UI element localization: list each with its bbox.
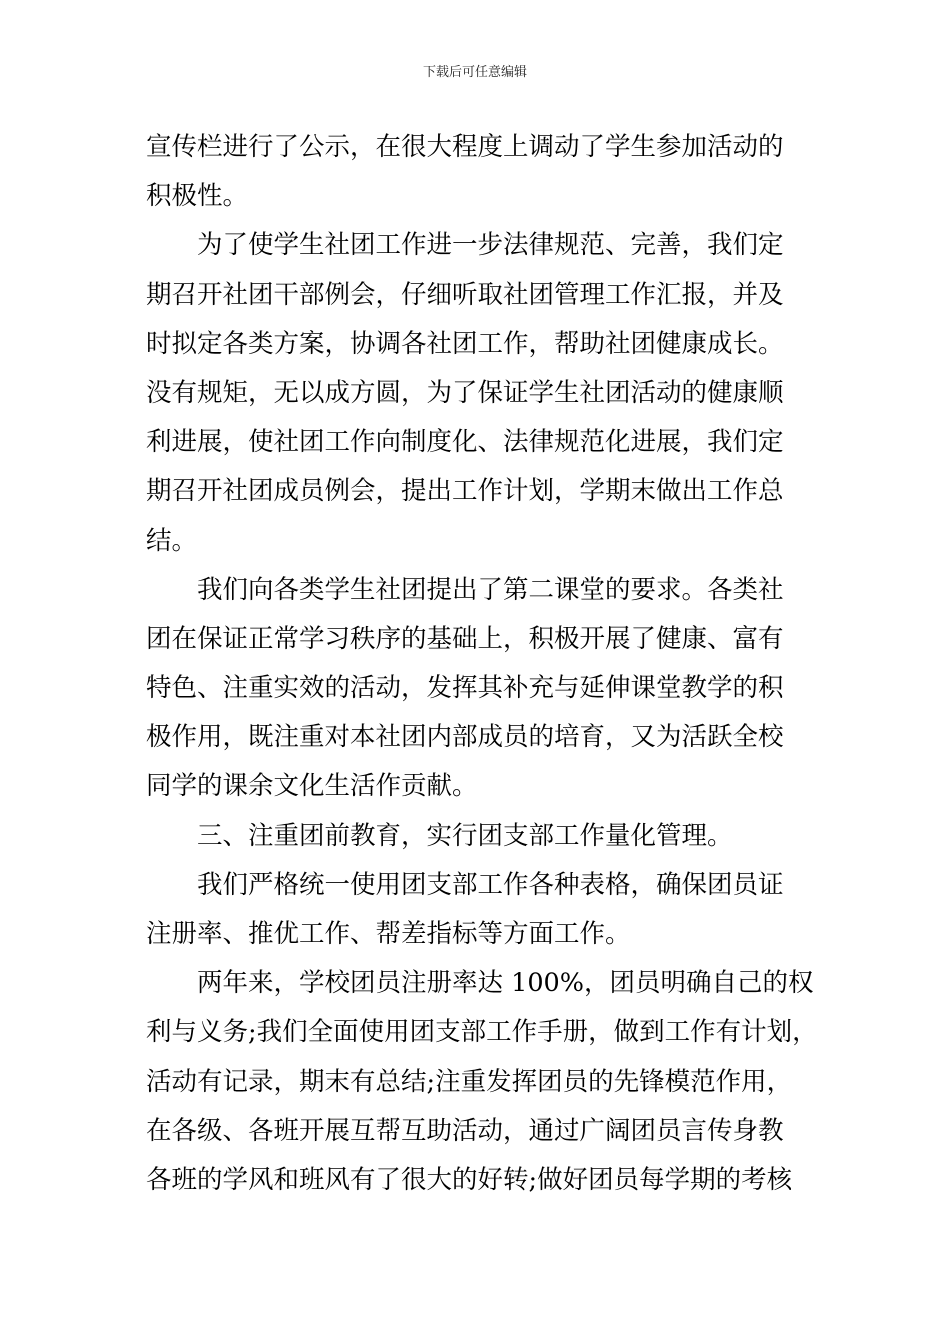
text-line: 各班的学风和班风有了很大的好转;做好团员每学期的考核 [146,1164,793,1195]
text-line: 宣传栏进行了公示，在很大程度上调动了学生参加活动的 [146,132,784,162]
text-line: 我们严格统一使用团支部工作各种表格，确保团员证 [197,869,784,900]
text-line: 三、注重团前教育，实行团支部工作量化管理。 [197,820,733,851]
text-line: 活动有记录，期末有总结;注重发挥团员的先锋模范作用， [146,1066,793,1097]
text-line: 在各级、各班开展互帮互助活动，通过广阔团员言传身教 [146,1115,784,1146]
text-line: 期召开社团成员例会，提出工作计划，学期末做出工作总 [146,476,784,507]
header-text: 下载后可任意编辑 [422,65,527,80]
page-header [0,64,950,82]
text-line: 利进展，使社团工作向制度化、法律规范化进展，我们定 [146,427,784,458]
text-line: 注册率、推优工作、帮差指标等方面工作。 [146,919,631,949]
text-line: 积极性。 [146,181,249,212]
text-line: 团在保证正常学习秩序的基础上，积极开展了健康、富有 [146,623,784,654]
document-body [146,123,818,1205]
text-line: 期召开社团干部例会，仔细听取社团管理工作汇报，并及 [146,279,784,310]
text-line: 时拟定各类方案，协调各社团工作，帮助社团健康成长。 [146,328,784,359]
text-line: 两年来，学校团员注册率达 100%，团员明确自己的权 [197,968,814,999]
text-line: 我们向各类学生社团提出了第二课堂的要求。各类社 [197,574,784,605]
text-line: 利与义务;我们全面使用团支部工作手册，做到工作有计划， [146,1017,818,1048]
text-line: 没有规矩，无以成方圆，为了保证学生社团活动的健康顺 [146,377,784,408]
text-line: 极作用，既注重对本社团内部成员的培育，又为活跃全校 [146,722,784,753]
text-line: 结。 [146,525,198,556]
text-line: 为了使学生社团工作进一步法律规范、完善，我们定 [197,230,784,261]
text-line: 特色、注重实效的活动，发挥其补充与延伸课堂教学的积 [146,673,784,704]
text-line: 同学的课余文化生活作贡献。 [146,771,478,802]
